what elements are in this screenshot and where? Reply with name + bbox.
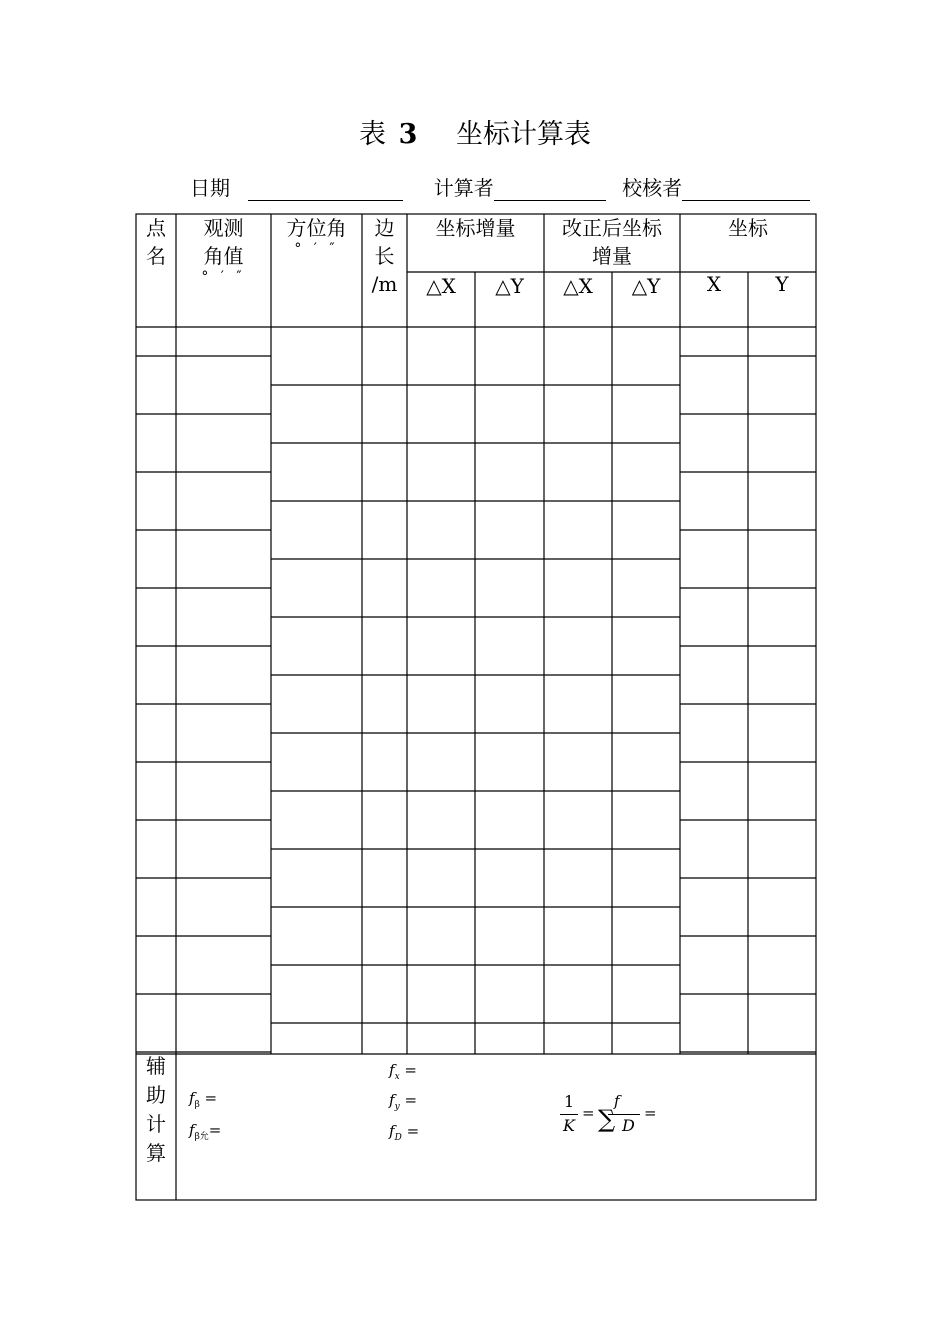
header-dy-corrected: △Y xyxy=(631,274,661,298)
f-beta: $f_\beta$ = xyxy=(189,1089,218,1110)
header-y: Y xyxy=(775,272,789,296)
header-coord-increment: 坐标增量 xyxy=(435,216,516,240)
table-border xyxy=(136,214,816,1200)
header-coordinates: 坐标 xyxy=(728,216,768,240)
f-beta-allow: $f_{\beta 允}=$ xyxy=(189,1121,222,1142)
aux-label: 辅 助 计 算 xyxy=(146,1054,166,1165)
header-dx-corrected: △X xyxy=(563,274,593,298)
header-side-length: 边 长 /m xyxy=(371,216,398,296)
f-x: $f_x$ = xyxy=(389,1061,417,1082)
title-number: 3 xyxy=(398,119,418,150)
header-azimuth: 方位角 xyxy=(286,216,347,240)
checker-field[interactable] xyxy=(682,178,810,201)
date-field[interactable] xyxy=(248,178,403,201)
f-d: $f_D$ = xyxy=(389,1122,420,1143)
page-title xyxy=(0,112,950,151)
header-dx: △X xyxy=(426,274,456,298)
header-x: X xyxy=(706,272,722,296)
f-y: $f_y$ = xyxy=(389,1091,418,1112)
header-corrected-increment: 改正后坐标 增量 xyxy=(562,216,662,268)
meta-line xyxy=(190,172,810,201)
calculator-field[interactable] xyxy=(494,178,606,201)
checker-label: 校核者 xyxy=(622,176,683,200)
calculator-label: 计算者 xyxy=(433,176,494,200)
header-dy: △Y xyxy=(495,274,524,298)
header-lines xyxy=(136,214,816,1200)
header-point-name: 点 名 xyxy=(146,216,166,268)
fraction-bar xyxy=(560,1114,578,1115)
header-observed-angle: 观测 角值 xyxy=(203,216,244,268)
header-observed-angle-units: ° ′ ″ xyxy=(201,269,246,285)
date-label: 日期 xyxy=(190,176,230,200)
title-text: 坐标计算表 xyxy=(455,119,591,150)
relative-precision-formula: 1 K = f ∑ D = xyxy=(560,1092,670,1142)
row-lines xyxy=(136,356,816,1052)
fraction-bar-2 xyxy=(608,1114,640,1115)
title-prefix: 表 xyxy=(359,119,386,150)
header-azimuth-units: ° ′ ″ xyxy=(294,241,339,257)
